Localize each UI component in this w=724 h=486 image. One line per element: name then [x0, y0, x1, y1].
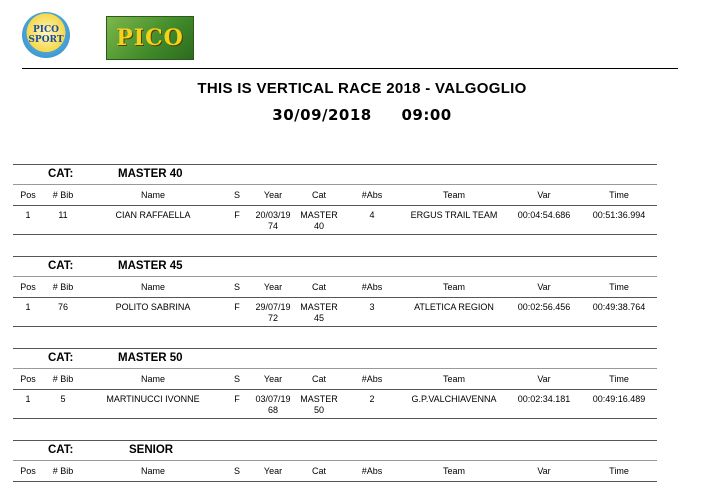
- table-header: [13, 369, 657, 390]
- col-year: Year: [263, 282, 283, 292]
- cell-year: 20/03/19 74: [255, 210, 291, 231]
- col-abs: #Abs: [361, 190, 383, 200]
- col-pos: Pos: [20, 466, 36, 476]
- cell-name: CIAN RAFFAELLA: [115, 210, 191, 220]
- table-header: [13, 461, 657, 482]
- category-name: SENIOR: [129, 444, 174, 456]
- col-name: Name: [140, 374, 165, 384]
- col-cat: Cat: [311, 466, 326, 476]
- pico-logo-text: PICO: [116, 25, 184, 51]
- cell-cat: MASTER 45: [300, 302, 338, 323]
- cell-name: POLITO SABRINA: [115, 302, 191, 312]
- col-name: Name: [140, 190, 165, 200]
- cell-bib: 76: [57, 302, 68, 312]
- col-cat: Cat: [311, 190, 326, 200]
- table-row: [13, 206, 657, 235]
- logo-text-line1: PICO: [33, 25, 59, 35]
- category-name: MASTER 40: [118, 168, 183, 180]
- race-datetime: [0, 106, 724, 124]
- col-var: Var: [537, 374, 551, 384]
- table-row: [13, 390, 657, 419]
- cell-s: F: [234, 210, 240, 220]
- cell-var: 00:04:54.686: [517, 210, 571, 220]
- col-abs: #Abs: [361, 282, 383, 292]
- table-header: [13, 185, 657, 206]
- cell-abs: 3: [369, 302, 375, 312]
- cell-team: ERGUS TRAIL TEAM: [410, 210, 498, 220]
- col-pos: Pos: [20, 190, 36, 200]
- cell-abs: 4: [369, 210, 375, 220]
- cell-pos: 1: [25, 210, 31, 220]
- cell-s: F: [234, 302, 240, 312]
- cell-year: 29/07/19 72: [255, 302, 291, 323]
- cell-year: 03/07/19 68: [255, 394, 291, 415]
- cell-name: MARTINUCCI IVONNE: [106, 394, 200, 404]
- col-year: Year: [263, 190, 283, 200]
- cell-pos: 1: [25, 394, 31, 404]
- category-bar: [13, 440, 657, 461]
- race-title: THIS IS VERTICAL RACE 2018 - VALGOGLIO: [197, 80, 527, 97]
- category-block-master-50: [13, 348, 657, 419]
- category-block-senior: [13, 440, 657, 482]
- cell-bib: 5: [60, 394, 66, 404]
- col-abs: #Abs: [361, 466, 383, 476]
- cell-bib: 11: [58, 210, 68, 220]
- logo-text-line2: SPORT: [28, 35, 64, 45]
- pico-sport-logo: [22, 12, 70, 58]
- cell-cat: MASTER 50: [300, 394, 338, 415]
- col-bib: # Bib: [52, 466, 74, 476]
- col-s: S: [233, 190, 240, 200]
- cell-var: 00:02:56.456: [517, 302, 571, 312]
- col-pos: Pos: [20, 374, 36, 384]
- col-var: Var: [537, 190, 551, 200]
- col-time: Time: [609, 282, 629, 292]
- category-label: CAT:: [48, 444, 74, 456]
- category-bar: [13, 164, 657, 185]
- col-name: Name: [140, 282, 165, 292]
- cell-team: ATLETICA REGION: [414, 302, 494, 312]
- cell-team: G.P.VALCHIAVENNA: [411, 394, 497, 404]
- col-name: Name: [140, 466, 165, 476]
- header-divider: [22, 68, 678, 69]
- category-bar: [13, 256, 657, 277]
- category-label: CAT:: [48, 168, 74, 180]
- col-cat: Cat: [311, 282, 326, 292]
- col-team: Team: [442, 374, 465, 384]
- category-label: CAT:: [48, 260, 74, 272]
- col-bib: # Bib: [52, 282, 74, 292]
- category-block-master-45: [13, 256, 657, 327]
- cell-var: 00:02:34.181: [517, 394, 571, 404]
- col-time: Time: [609, 374, 629, 384]
- table-row: [13, 298, 657, 327]
- col-s: S: [233, 466, 240, 476]
- col-team: Team: [442, 282, 465, 292]
- cell-abs: 2: [369, 394, 375, 404]
- col-pos: Pos: [20, 282, 36, 292]
- col-team: Team: [442, 466, 465, 476]
- category-bar: [13, 348, 657, 369]
- cell-time: 00:51:36.994: [592, 210, 646, 220]
- col-time: Time: [609, 190, 629, 200]
- pico-logo: [106, 16, 194, 60]
- col-bib: # Bib: [52, 374, 74, 384]
- col-abs: #Abs: [361, 374, 383, 384]
- col-var: Var: [537, 282, 551, 292]
- category-name: MASTER 45: [118, 260, 183, 272]
- col-s: S: [233, 374, 240, 384]
- cell-s: F: [234, 394, 240, 404]
- col-cat: Cat: [311, 374, 326, 384]
- race-time: 09:00: [401, 106, 452, 124]
- cell-time: 00:49:16.489: [592, 394, 646, 404]
- col-team: Team: [442, 190, 465, 200]
- col-year: Year: [263, 466, 283, 476]
- category-label: CAT:: [48, 352, 74, 364]
- category-name: MASTER 50: [118, 352, 183, 364]
- category-block-master-40: [13, 164, 657, 235]
- table-header: [13, 277, 657, 298]
- col-time: Time: [609, 466, 629, 476]
- col-s: S: [233, 282, 240, 292]
- col-bib: # Bib: [52, 190, 74, 200]
- cell-cat: MASTER 40: [300, 210, 338, 231]
- col-year: Year: [263, 374, 283, 384]
- col-var: Var: [537, 466, 551, 476]
- cell-pos: 1: [25, 302, 31, 312]
- cell-time: 00:49:38.764: [592, 302, 646, 312]
- race-date: 30/09/2018: [272, 106, 372, 124]
